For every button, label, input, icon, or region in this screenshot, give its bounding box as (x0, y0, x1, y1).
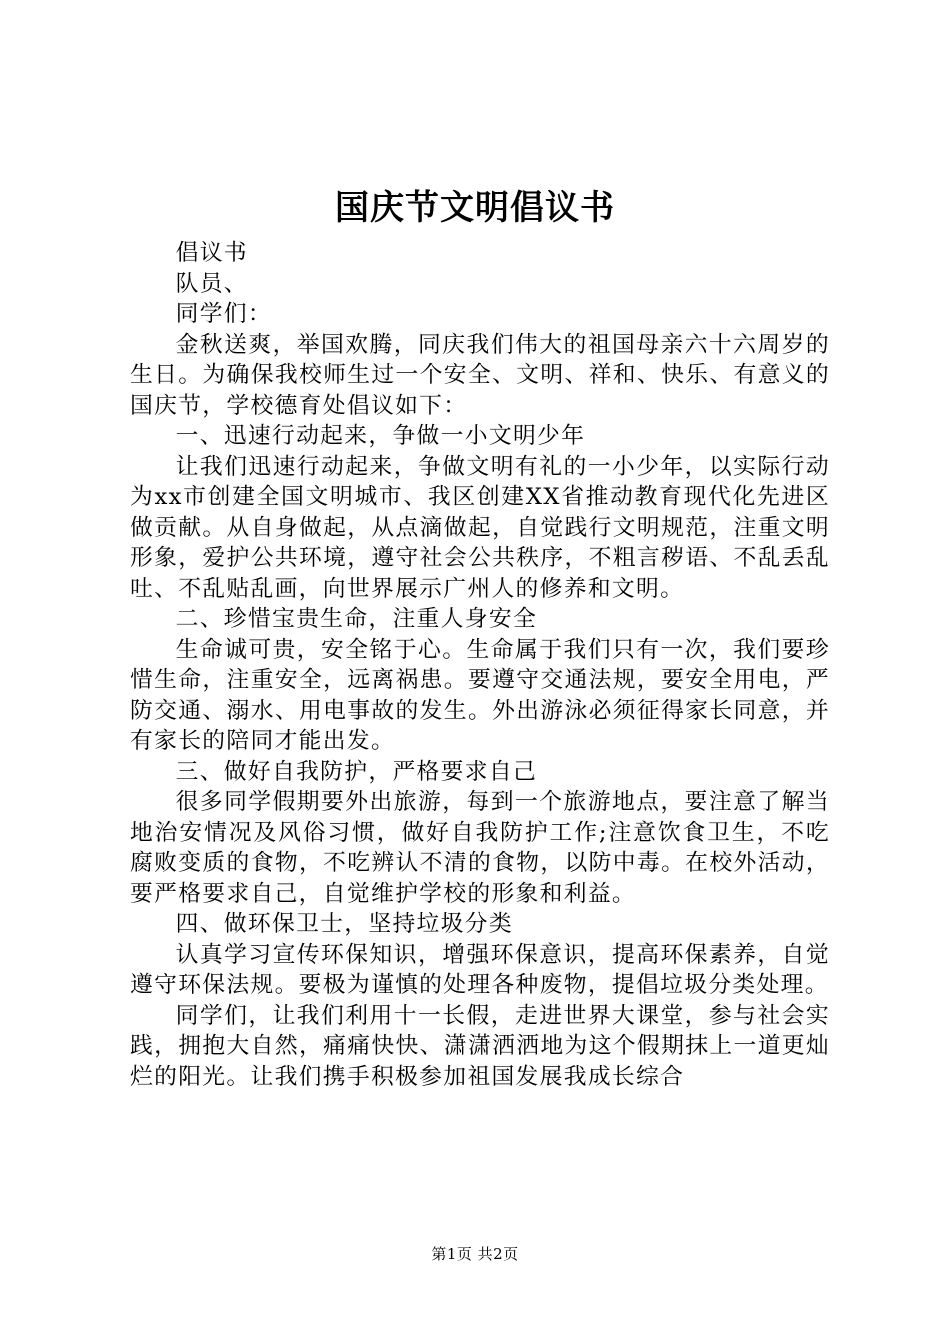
salutation-students: 同学们： (175, 301, 272, 327)
section-body-4: 认真学习宣传环保知识，增强环保意识，提高环保素养，自觉遵守环保法规。要极为谨慎的处理各种废物，提倡垃圾分类处理。 (130, 941, 830, 998)
section-body-3: 很多同学假期要外出旅游，每到一个旅游地点，要注意了解当地治安情况及风俗习惯，做好自我防护工作;注意饮食卫生，不吃腐败变质的食物，不吃辨认不清的食物，以防中毒。在校外活动，要严格要求自己，自觉维护学校的形象和利益。 (130, 789, 830, 907)
section-heading-3: 三、做好自我防护，严格要求自己 (175, 758, 538, 785)
salutation-members: 队员、 (175, 270, 248, 297)
section-heading-2: 二、珍惜宝贵生命，注重人身安全 (175, 606, 538, 632)
document-title: 国庆节文明倡议书 (335, 188, 615, 228)
section-body-1: 让我们迅速行动起来，争做文明有礼的一小少年，以实际行动为xx市创建全国文明城市、我区创建XX省推动教育现代化先进区做贡献。从自身做起，从点滴做起，自觉践行文明规范，注重文明形象，爱护公共环境，遵守社会公共秩序，不粗言秽语、不乱丢乱吐、不乱贴乱画，向世界展示广州人的修养和文明。 (130, 453, 830, 602)
intro-paragraph: 金秋送爽，举国欢腾，同庆我们伟大的祖国母亲六十六周岁的生日。为确保我校师生过一个安全、文明、祥和、快乐、有意义的国庆节，学校德育处倡议如下： (130, 331, 830, 419)
section-body-2: 生命诚可贵，安全铭于心。生命属于我们只有一次，我们要珍惜生命，注重安全，远离祸患。要遵守交通法规，要安全用电，严防交通、溺水、用电事故的发生。外出游泳必须征得家长同意，并有家长的陪同才能出发。 (130, 636, 830, 754)
section-heading-1: 一、迅速行动起来，争做一小文明少年 (175, 423, 586, 449)
salutation-heading: 倡议书 (175, 240, 248, 266)
closing-paragraph: 同学们，让我们利用十一长假，走进世界大课堂，参与社会实践，拥抱大自然，痛痛快快、潇潇洒洒地为这个假期抹上一道更灿烂的阳光。让我们携手积极参加祖国发展我成长综合 (130, 1002, 830, 1090)
section-heading-4: 四、做环保卫士，坚持垃圾分类 (175, 911, 513, 937)
page-footer: 第1页 共2页 (431, 1245, 519, 1263)
document-body (130, 238, 830, 1092)
